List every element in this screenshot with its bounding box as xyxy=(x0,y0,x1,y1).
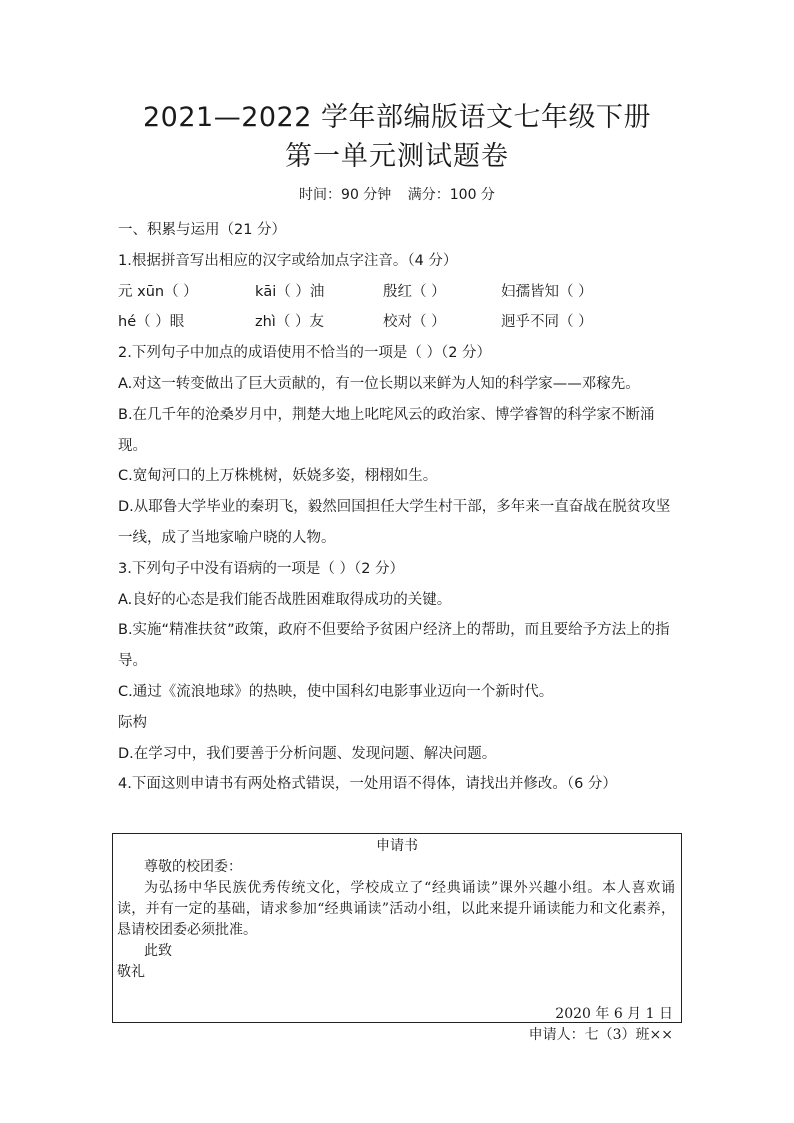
letter-date: 2020 年 6 月 1 日 xyxy=(555,1006,673,1022)
q2-option-c: C.宽甸河口的上万株桃树，妖娆多姿，栩栩如生。 xyxy=(118,468,438,485)
letter-salutation: 尊敬的校团委： xyxy=(144,859,242,875)
q3-option-d: D.在学习中，我们要善于分析问题、发现问题、解决问题。 xyxy=(118,745,497,762)
letter-closing2: 敬礼 xyxy=(117,964,145,980)
exam-info xyxy=(0,184,794,206)
q1-item: hé（ ）眼 xyxy=(118,314,185,331)
q2-option-b: B.在几千年的沧桑岁月中，荆楚大地上叱咤风云的政治家、博学睿智的科学家不断涌现。 xyxy=(118,406,655,454)
q3-option-c: C.通过《流浪地球》的热映，使中国科幻电影事业迈向一个新时代。 xyxy=(118,683,554,700)
q4-stem: 4.下面这则申请书有两处格式错误，一处用语不得体，请找出并修改。（6 分） xyxy=(118,776,617,793)
q1-row2 xyxy=(118,307,678,338)
q2-stem: 2.下列句子中加点的成语使用不恰当的一项是（ ）（2 分） xyxy=(118,345,492,362)
exam-score: 满分：100 分 xyxy=(407,187,495,203)
letter-title: 申请书 xyxy=(376,838,418,854)
q3-stray-text: 际构 xyxy=(118,714,147,731)
q1-item: 妇孺皆知（ ） xyxy=(501,283,593,300)
q1-row1 xyxy=(118,277,678,308)
q1-item: kāi（ ）油 xyxy=(255,283,325,300)
application-letter-box xyxy=(112,833,682,1043)
letter-signature: 申请人：七（3）班×× xyxy=(528,1027,673,1043)
q3-stem: 3.下列句子中没有语病的一项是（ ）（2 分） xyxy=(118,560,405,577)
letter-closing1: 此致 xyxy=(144,943,172,959)
exam-title-line1: 2021—2022 学年部编版语文七年级下册 xyxy=(142,102,651,133)
q1-stem: 1.根据拼音写出相应的汉字或给加点字注音。（4 分） xyxy=(118,252,458,269)
q1-item: 元 xūn（ ） xyxy=(118,283,198,300)
exam-title-line2: 第一单元测试题卷 xyxy=(285,141,509,172)
letter-body: 为弘扬中华民族优秀传统文化，学校成立了“经典诵读”课外兴趣小组。本人喜欢诵读，并有一定的基础，请求参加“经典诵读”活动小组，以此来提升诵读能力和文化素养，恳请校团委必须批准。 xyxy=(117,880,675,938)
q2-option-a: A.对这一转变做出了巨大贡献的，有一位长期以来鲜为人知的科学家——邓稼先。 xyxy=(118,375,640,392)
q3-option-b: B.实施“精准扶贫”政策，政府不但要给予贫困户经济上的帮助，而且要给予方法上的指导。 xyxy=(118,622,670,670)
q1-item: 殷红（ ） xyxy=(383,283,446,300)
exam-time: 时间：90 分钟 xyxy=(299,187,392,203)
q1-item: zhì（ ）友 xyxy=(255,314,324,331)
exam-body xyxy=(118,215,678,800)
q3-option-a: A.良好的心态是我们能否战胜困难取得成功的关键。 xyxy=(118,591,452,608)
q2-option-d: D.从耶鲁大学毕业的秦玥飞，毅然回国担任大学生村干部，多年来一直奋战在脱贫攻坚一线，成了当地家喻户晓的人物。 xyxy=(118,499,671,546)
q1-item: 迥乎不同（ ） xyxy=(501,314,593,331)
q1-item: 校对（ ） xyxy=(383,314,446,331)
section-heading: 一、积累与运用（21 分） xyxy=(118,222,287,238)
